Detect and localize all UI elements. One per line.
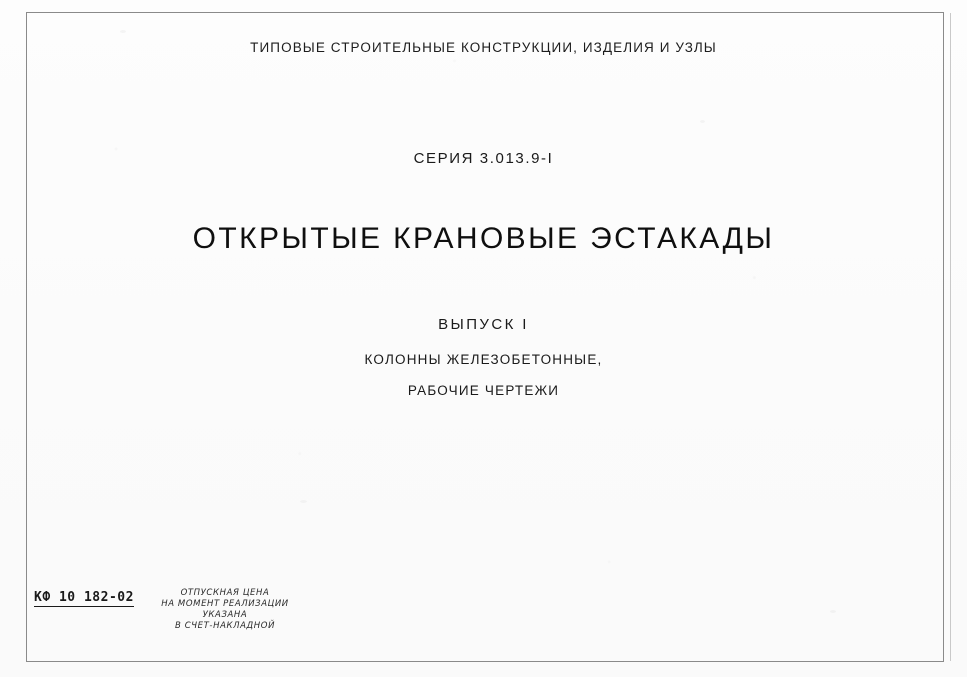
issue-number: ВЫПУСК I: [438, 316, 529, 333]
subtitle-primary: КОЛОННЫ ЖЕЛЕЗОБЕТОННЫЕ,: [364, 352, 603, 367]
page-title: ОТКРЫТЫЕ КРАНОВЫЕ ЭСТАКАДЫ: [192, 222, 775, 255]
series-number: СЕРИЯ 3.013.9-I: [413, 150, 554, 167]
stamp-note-line-3: УКАЗАНА: [202, 610, 248, 620]
stamp-note-line-1: ОТПУСКНАЯ ЦЕНА: [180, 588, 270, 598]
subtitle-secondary: РАБОЧИЕ ЧЕРТЕЖИ: [407, 383, 560, 398]
sheet-border: [26, 12, 944, 662]
stamp-code: КФ 10 182-02: [34, 590, 134, 605]
price-stamp-code-block: [34, 588, 134, 607]
stamp-note-line-4: В СЧЕТ-НАКЛАДНОЙ: [174, 621, 276, 631]
stamp-note-line-2: НА МОМЕНТ РЕАЛИЗАЦИИ: [161, 599, 289, 609]
price-stamp-note: [140, 588, 310, 632]
document-header-line: ТИПОВЫЕ СТРОИТЕЛЬНЫЕ КОНСТРУКЦИИ, ИЗДЕЛИЯ И УЗЛЫ: [250, 40, 717, 55]
